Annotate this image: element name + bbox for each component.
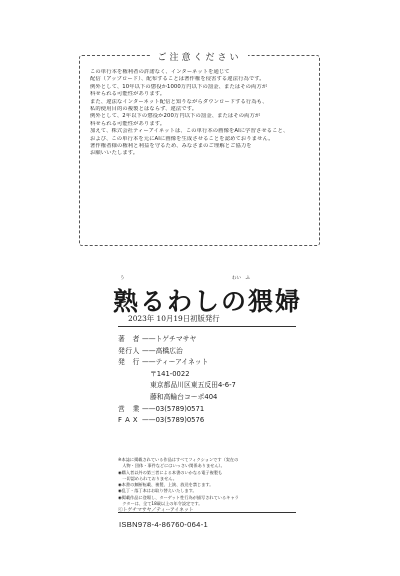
colophon-key: F A X — [118, 416, 139, 425]
note-line: ◉購入者以外の第三者による本書のいかなる電子複製も — [118, 469, 223, 475]
colophon-value: ——トゲチマサヤ — [142, 335, 197, 343]
notice-line: 科せられる可能性があります。 — [90, 91, 166, 98]
colophon-key — [118, 369, 142, 381]
colophon-row-publisher-person — [118, 346, 318, 358]
copyright-line: ⓒトゲチマサヤ／ティーアイネット — [118, 508, 194, 513]
colophon-value: ——高橋広治 — [142, 346, 183, 355]
colophon-value: ——ティーアイネット — [142, 358, 209, 367]
notice-line: 科せられる可能性があります。 — [90, 120, 166, 127]
title-ruby-1: う — [120, 276, 125, 281]
colophon-row-author — [118, 334, 318, 346]
colophon-row-address — [118, 380, 318, 392]
colophon-value: 藤和高輪台コーポ404 — [150, 392, 218, 401]
notice-line: 著作権者様の権利と利益を守るため、みなさまのご理解とご協力を — [90, 143, 252, 150]
notice-title: ご注意ください — [151, 53, 247, 63]
notice-line: また、違法なインターネット配信と知りながらダウンロードする行為も、 — [90, 98, 268, 105]
notice-body — [90, 69, 311, 158]
colophon-key — [118, 380, 142, 392]
colophon-row-building — [118, 392, 318, 404]
colophon-key — [118, 392, 142, 404]
notice-line: 例外として、2年以下の懲役か200万円以下の罰金、またはその両方が — [90, 113, 261, 120]
notice-line: および、この単行本を元にAIに画像を生成させることを認めておりません。 — [90, 135, 274, 142]
notice-line: 例外として、10年以下の懲役か1000万円以下の罰金、またはその両方が — [90, 83, 268, 90]
notice-line: 配信（アップロード）、配布することは著作権を侵害する違法行為です。 — [90, 76, 265, 83]
isbn: ISBN978-4-86760-064-1 — [119, 520, 209, 529]
legal-notes — [118, 457, 318, 507]
colophon-row-sales — [118, 404, 318, 416]
colophon-value: 〒141-0022 — [150, 369, 190, 378]
notice-line: 私的使用目的の複製とはならず、違法です。 — [90, 106, 198, 113]
colophon-value: ——03(5789)0571 — [142, 404, 205, 413]
note-line: ※本誌に掲載されている作品はすべてフィクションです（実在の — [118, 457, 239, 462]
colophon-key: 発行人 — [118, 346, 140, 355]
colophon-row-postal — [118, 369, 318, 381]
notice-line: 加えて、株式会社ティーアイネットは、この単行本の画像をAIに学習させること、 — [90, 128, 289, 135]
divider-top — [118, 326, 296, 327]
note-line: ◉掲載作品に登場し、ターゲット性行為が描写されているキャラ — [118, 494, 239, 500]
note-line: 人物・団体・事件などにはいっさい関係ありません）。 — [118, 463, 225, 469]
edition-date: 2023年 10月19日初版発行 — [128, 314, 220, 323]
colophon — [118, 334, 318, 427]
colophon-key: 著 者 — [118, 335, 140, 343]
colophon-row-publisher — [118, 357, 318, 369]
notice-line: この単行本を権利者の許諾なく、インターネットを通じて — [90, 69, 230, 75]
note-line: 一切認められておりません。 — [118, 475, 177, 481]
colophon-value: ——03(5789)0576 — [142, 416, 205, 425]
colophon-key: 営 業 — [118, 404, 140, 413]
note-line: クターは、全て18歳以上の年令設定です。 — [118, 501, 203, 507]
colophon-key: 発 行 — [118, 358, 140, 367]
copyright-notice-box — [79, 55, 320, 246]
notice-line: お願いいたします。 — [90, 150, 139, 157]
book-title: 熟るわしの猥婦 — [113, 287, 303, 316]
note-line: ◉本書の無断転載、複製、上演、放送を禁じます。 — [118, 482, 214, 488]
note-line: ◉乱丁・落丁本はお取り替えいたします。 — [118, 488, 197, 494]
colophon-value: 東京都品川区東五反田4-6-7 — [150, 381, 236, 390]
title-ruby-2: わい ふ — [232, 276, 250, 281]
colophon-row-fax — [118, 415, 318, 427]
